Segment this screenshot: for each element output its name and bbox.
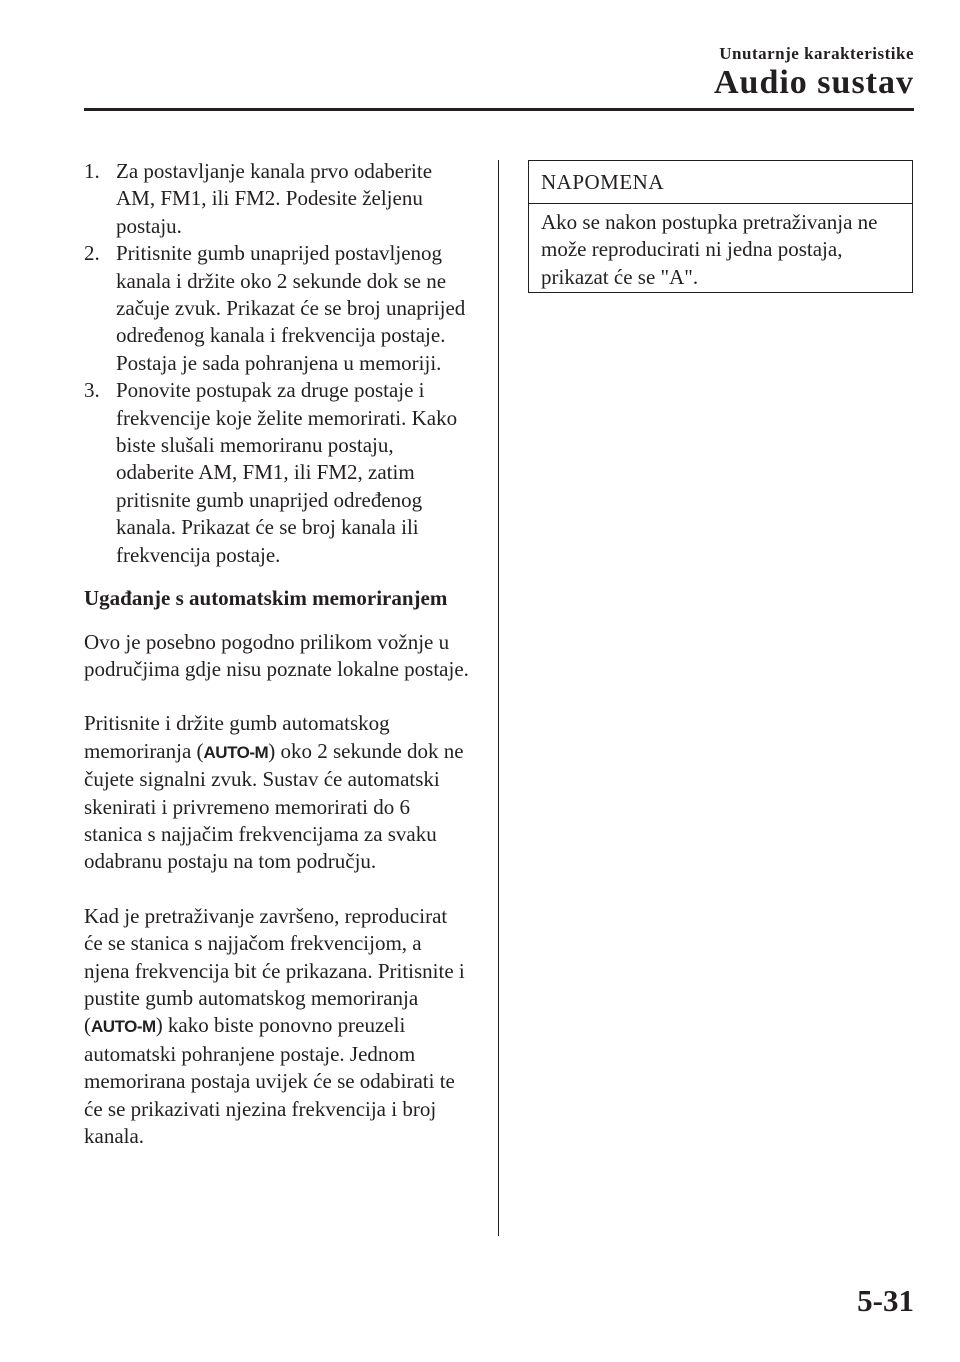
paragraph-text: ) oko 2 sekunde dok ne čujete signalni zvuk. Sustav će automatski skenirati i privremeno memorirati do 6 stanica s najjačim frekvencijama za svaku odabranu postaju na tom području. <box>84 738 464 874</box>
step-item <box>84 377 470 569</box>
step-number: 2. <box>84 241 100 266</box>
step-text: Pritisnite gumb unaprijed postavljenog kanala i držite oko 2 sekunde dok se ne začuje zvuk. Prikazat će se broj unaprijed određenog kanala i frekvencija postaje. Postaja je sada pohranjena u memoriji. <box>116 241 466 375</box>
note-text: Ako se nakon postupka pretraživanja ne može reproducirati ni jedna postaja, prikazat će se "A". <box>541 210 878 289</box>
note-title: NAPOMENA <box>529 161 912 204</box>
paragraph-text: ) kako biste ponovno preuzeli automatski pohranjene postaje. Jednom memorirana postaja uvijek će se odabirati te će se prikazivati njezina frekvencija i broj kanala. <box>84 1013 455 1148</box>
step-item <box>84 158 470 240</box>
column-divider <box>498 160 499 1236</box>
step-text: Ponovite postupak za druge postaje i frekvencije koje želite memorirati. Kako biste slušali memoriranu postaju, odaberite AM, FM1, ili FM2, zatim pritisnite gumb unaprijed određenog kanala. Prikazat će se broj kanala ili frekvencija postaje. <box>116 378 458 567</box>
paragraph-press <box>84 710 470 875</box>
paragraph-text: Kad je pretraživanje završeno, reproducirat će se stanica s najjačom frekvencijom, a njena frekvencija bit će prikazana. Pritisnite i pustite gumb automatskog memoriranja ( <box>84 903 465 1038</box>
step-number: 3. <box>84 378 100 403</box>
step-number: 1. <box>84 159 100 183</box>
page-title: Audio sustav <box>713 64 914 101</box>
subheading: Ugađanje s automatskim memoriranjem <box>84 586 448 611</box>
auto-m-button-icon: AUTO-M <box>91 1017 156 1037</box>
section-header: Unutarnje karakteristike <box>719 44 914 63</box>
steps-list <box>84 158 470 569</box>
auto-m-button-icon: AUTO-M <box>203 742 269 762</box>
paragraph-intro: Ovo je posebno pogodno prilikom vožnje u područjima gdje nisu poznate lokalne postaje. <box>84 629 469 681</box>
left-column <box>84 158 470 1150</box>
note-box <box>528 160 913 293</box>
page-number: 5-31 <box>857 1283 914 1318</box>
step-text: Za postavljanje kanala prvo odaberite AM, FM1, ili FM2. Podesite željenu postaju. <box>116 159 433 238</box>
header-divider <box>84 108 914 111</box>
paragraph-done <box>84 903 470 1151</box>
step-item <box>84 240 470 377</box>
paragraph-text: Pritisnite i držite gumb automatskog memoriranja ( <box>84 711 390 763</box>
